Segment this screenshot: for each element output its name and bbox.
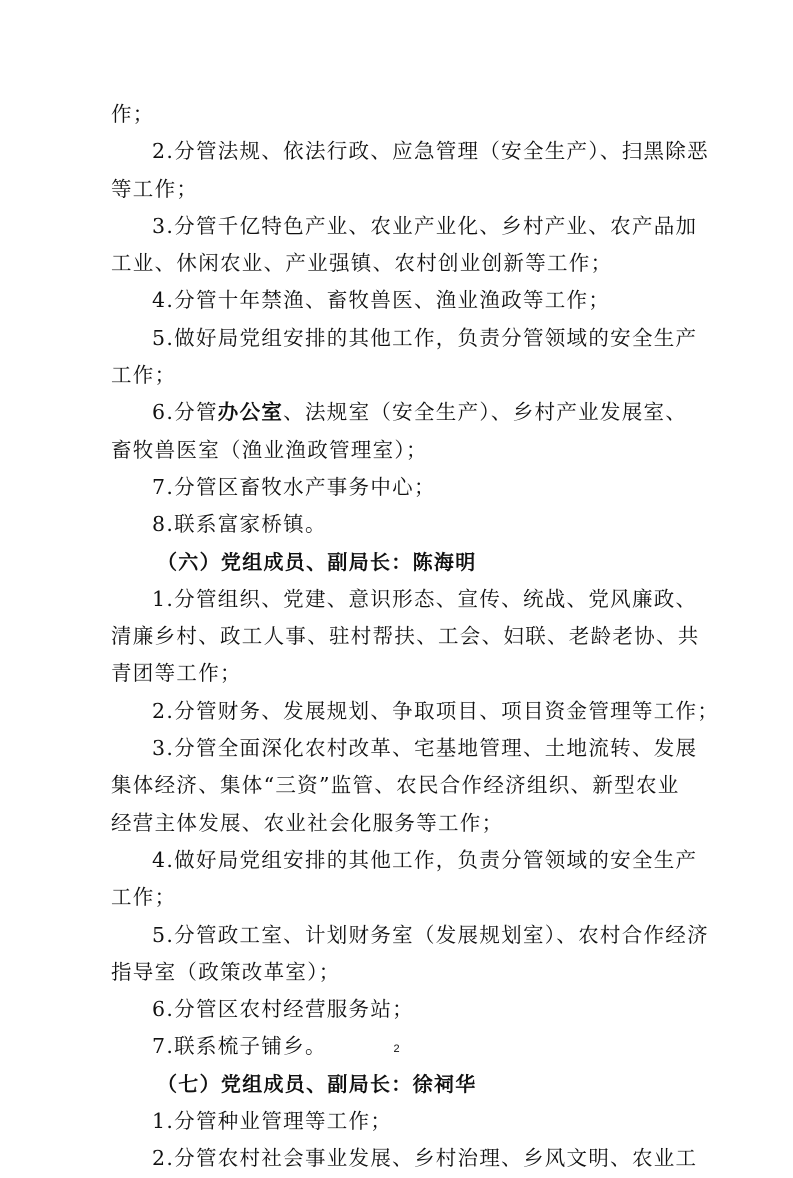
list-item: 4.分管十年禁渔、畜牧兽医、渔业渔政等工作； (152, 288, 611, 313)
text-line: 集体经济、集体“三资”监管、农民合作经济组织、新型农业 (111, 773, 680, 798)
list-item: 1.分管种业管理等工作； (152, 1109, 393, 1134)
list-item: 1.分管组织、党建、意识形态、宣传、统战、党风廉政、 (152, 586, 698, 611)
list-item: 2.分管农村社会事业发展、乡村治理、乡风文明、农业工 (152, 1146, 698, 1171)
text-line: 工作； (111, 885, 177, 910)
text-line: 工作； (111, 363, 177, 388)
list-item: 7.分管区畜牧水产事务中心； (152, 474, 436, 499)
list-item: 2.分管法规、依法行政、应急管理（安全生产）、扫黑除恶 (152, 139, 709, 164)
list-item: 4.做好局党组安排的其他工作，负责分管领域的安全生产 (152, 847, 698, 872)
text-line: 作； (111, 102, 155, 126)
text-line: 指导室（政策改革室）； (111, 959, 341, 984)
list-item: 5.做好局党组安排的其他工作，负责分管领域的安全生产 (152, 325, 698, 350)
list-item: 3.分管千亿特色产业、农业产业化、乡村产业、农产品加 (152, 213, 698, 238)
bold-text-segment: 办公室 (217, 400, 284, 425)
list-item: 3.分管全面深化农村改革、宅基地管理、土地流转、发展 (152, 736, 698, 761)
page-number: 2 (393, 1043, 400, 1055)
list-item (111, 394, 691, 431)
text-line: 青团等工作； (111, 661, 242, 686)
document-body (111, 96, 720, 1178)
text-line: 等工作； (111, 176, 199, 201)
text-segment: 、法规室（安全生产）、乡村产业发展室、 (283, 400, 688, 425)
list-item: 2.分管财务、发展规划、争取项目、项目资金管理等工作； (152, 698, 720, 723)
list-item: 8.联系富家桥镇。 (152, 512, 327, 537)
text-line: 经营主体发展、农业社会化服务等工作； (111, 810, 504, 835)
text-line: 畜牧兽医室（渔业渔政管理室）； (111, 437, 428, 462)
section-heading: （七）党组成员、副局长：徐祠华 (157, 1071, 477, 1096)
text-segment: 6.分管 (152, 400, 218, 425)
text-line: 工业、休闲农业、产业强镇、农村创业创新等工作； (111, 251, 613, 276)
list-item: 7.联系梳子铺乡。 (152, 1034, 327, 1059)
list-item: 6.分管区农村经营服务站； (152, 997, 414, 1022)
section-heading: （六）党组成员、副局长：陈海明 (157, 549, 477, 574)
text-line: 清廉乡村、政工人事、驻村帮扶、工会、妇联、老龄老协、共 (111, 624, 700, 649)
list-item: 5.分管政工室、计划财务室（发展规划室）、农村合作经济 (152, 922, 709, 947)
